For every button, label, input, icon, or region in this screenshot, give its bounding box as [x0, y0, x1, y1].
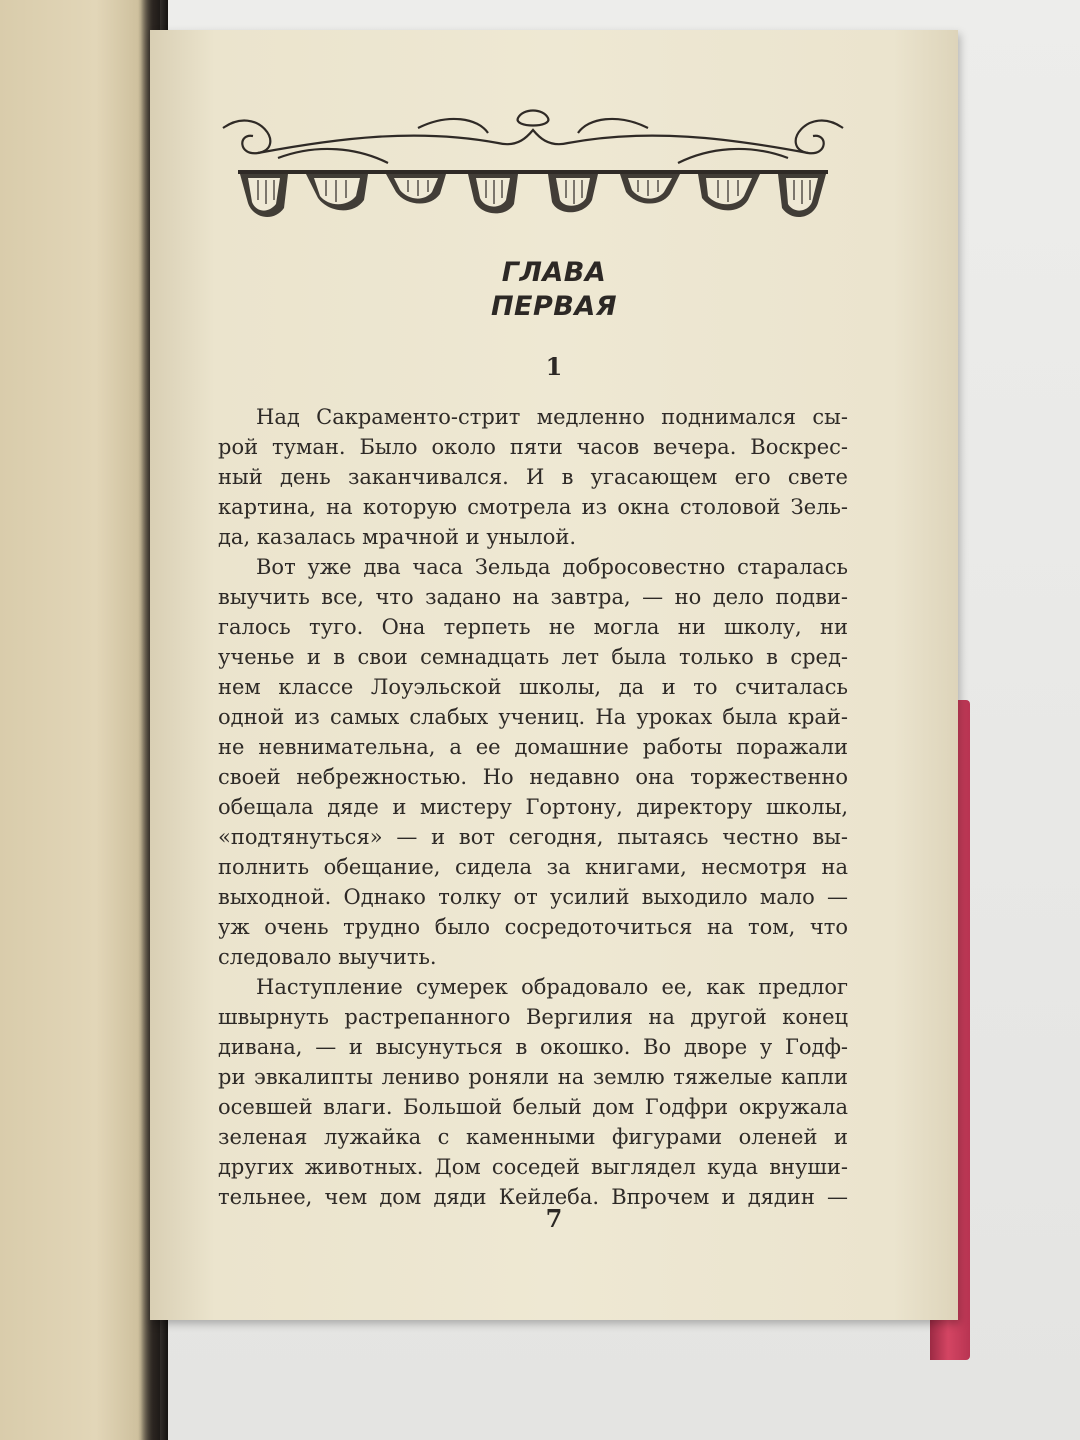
- text-line: своей небрежностью. Но недавно она торжественно: [218, 765, 848, 789]
- text-line: ный день заканчивался. И в угасающем его свете: [218, 465, 848, 489]
- chapter-ornament-illustration: [218, 108, 848, 228]
- body-text: [218, 402, 848, 1212]
- text-line: «подтянуться» — и вот сегодня, пытаясь честно вы-: [218, 825, 848, 849]
- chapter-title: [150, 256, 958, 324]
- text-line: швырнуть растрепанного Вергилия на другой конец: [218, 1005, 848, 1029]
- text-line: галось туго. Она терпеть не могла ни школу, ни: [218, 615, 848, 639]
- text-line: выходной. Однако толку от усилий выходило мало —: [218, 885, 848, 909]
- section-number: 1: [545, 352, 563, 381]
- text-line: нем классе Лоуэльской школы, да и то считалась: [218, 675, 848, 699]
- text-line: осевшей влаги. Большой белый дом Годфри окружала: [218, 1095, 848, 1119]
- text-line: других животных. Дом соседей выглядел куда внуши-: [218, 1155, 848, 1179]
- text-line: да, казалась мрачной и унылой.: [218, 525, 577, 549]
- text-line: зеленая лужайка с каменными фигурами оленей и: [218, 1125, 848, 1149]
- text-line: ри эвкалипты лениво роняли на землю тяжелые капли: [218, 1065, 848, 1089]
- text-line: следовало выучить.: [218, 945, 437, 969]
- text-line: тельнее, чем дом дяди Кейлеба. Впрочем и дядин —: [218, 1185, 848, 1209]
- chapter-title-line-2: ПЕРВАЯ: [490, 291, 618, 322]
- text-line: не невнимательна, а ее домашние работы поражали: [218, 735, 848, 759]
- page-number: 7: [545, 1204, 563, 1233]
- text-line: обещала дяде и мистеру Гортону, директору школы,: [218, 795, 848, 819]
- text-line: Наступление сумерек обрадовало ее, как предлог: [256, 975, 848, 999]
- text-line: Вот уже два часа Зельда добросовестно старалась: [256, 555, 848, 579]
- text-line: выучить все, что задано на завтра, — но дело подви-: [218, 585, 848, 609]
- text-line: ученье и в свои семнадцать лет была только в сред-: [218, 645, 848, 669]
- text-line: Над Сакраменто-стрит медленно поднимался сы-: [256, 405, 848, 429]
- text-line: дивана, — и высунуться в окошко. Во дворе у Годф-: [218, 1035, 848, 1059]
- text-line: картина, на которую смотрела из окна столовой Зель-: [218, 495, 848, 519]
- left-page-edge: [0, 0, 160, 1440]
- text-line: одной из самых слабых учениц. На уроках была край-: [218, 705, 848, 729]
- text-line: полнить обещание, сидела за книгами, несмотря на: [218, 855, 848, 879]
- chapter-title-line-1: ГЛАВА: [501, 257, 607, 288]
- text-line: уж очень трудно было сосредоточиться на том, что: [218, 915, 848, 939]
- text-line: рой туман. Было около пяти часов вечера. Воскрес-: [218, 435, 848, 459]
